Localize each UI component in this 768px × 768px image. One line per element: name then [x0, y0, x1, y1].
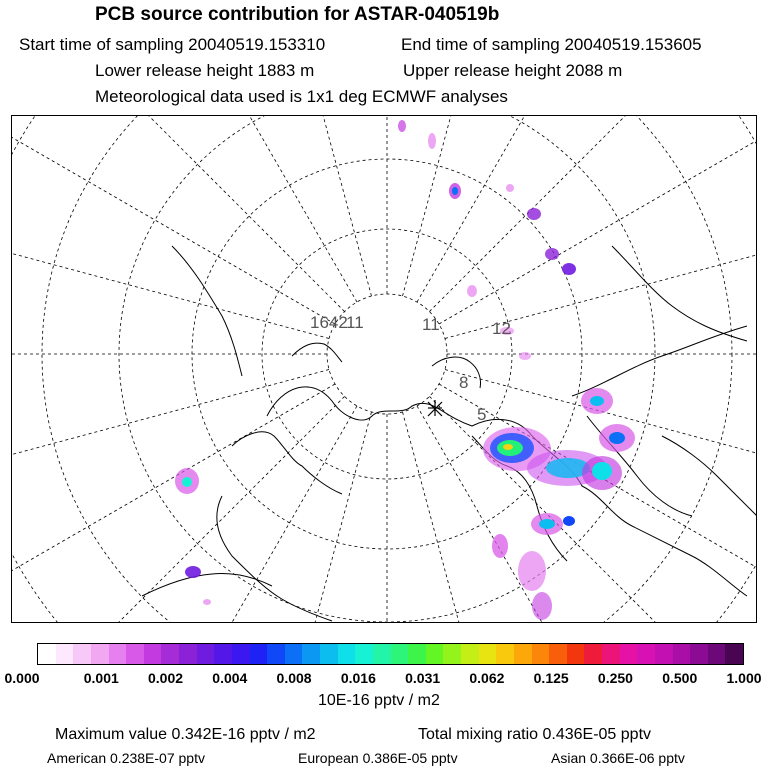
colorbar-segment — [584, 644, 602, 664]
plus-cross-icon — [428, 400, 442, 416]
colorbar-segment — [285, 644, 303, 664]
map-label: 12 — [492, 319, 511, 338]
colorbar-segment — [197, 644, 215, 664]
plume-concentration — [175, 120, 635, 620]
map-label: 11 — [346, 313, 364, 332]
page-title: PCB source contribution for ASTAR-040519b — [95, 4, 500, 25]
colorbar-tick-label: 0.000 — [4, 670, 40, 686]
colorbar-segment — [637, 644, 655, 664]
colorbar-tick-label: 0.250 — [597, 670, 633, 686]
meridian-line — [417, 116, 757, 302]
colorbar-segment — [461, 644, 479, 664]
colorbar-segment — [355, 644, 373, 664]
colorbar-segment — [549, 644, 567, 664]
colorbar-segment — [179, 644, 197, 664]
meridian-line — [417, 406, 757, 623]
map-label: 1642 — [310, 313, 348, 332]
meridian-line — [12, 116, 357, 302]
upper-release-height: Upper release height 2088 m — [403, 61, 623, 80]
met-data-note: Meteorological data used is 1x1 deg ECMWF analyses — [95, 87, 508, 106]
meridian-line — [12, 384, 335, 623]
polar-map — [11, 115, 757, 623]
colorbar-segment — [373, 644, 391, 664]
map-canvas — [12, 116, 757, 623]
colorbar-segment — [391, 644, 409, 664]
colorbar-segment — [602, 644, 620, 664]
colorbar-segment — [479, 644, 497, 664]
colorbar-segment — [496, 644, 514, 664]
colorbar-segment — [232, 644, 250, 664]
longitude-graticule — [12, 116, 757, 623]
meridian-line — [12, 116, 345, 312]
colorbar-segment — [250, 644, 268, 664]
colorbar-segment — [109, 644, 127, 664]
american-contribution: American 0.238E-07 pptv — [47, 750, 205, 766]
meridian-line — [154, 116, 371, 296]
colorbar-tick-label: 0.016 — [340, 670, 376, 686]
total-mixing-ratio: Total mixing ratio 0.436E-05 pptv — [418, 726, 652, 743]
meridian-line — [445, 121, 757, 338]
colorbar-segment — [655, 644, 673, 664]
colorbar-segment — [443, 644, 461, 664]
colorbar-tick-label: 0.062 — [469, 670, 505, 686]
colorbar-segment — [338, 644, 356, 664]
meridian-line — [439, 116, 757, 324]
colorbar-segment — [214, 644, 232, 664]
colorbar-segment — [144, 644, 162, 664]
meridian-line — [12, 370, 329, 587]
meridian-line — [12, 406, 357, 623]
latitude-graticule — [12, 116, 757, 623]
colorbar-segment — [725, 644, 743, 664]
meridian-line — [12, 116, 335, 324]
colorbar-segment — [91, 644, 109, 664]
colorbar-segment — [514, 644, 532, 664]
colorbar-segment — [532, 644, 550, 664]
colorbar-segment — [56, 644, 74, 664]
colorbar-segment — [161, 644, 179, 664]
meridian-line — [12, 121, 329, 338]
colorbar-segment — [73, 644, 91, 664]
end-time: End time of sampling 20040519.153605 — [401, 35, 702, 54]
colorbar-segment — [620, 644, 638, 664]
colorbar-tick-label: 0.125 — [533, 670, 569, 686]
coastlines — [142, 246, 757, 621]
colorbar-tick-label: 1.000 — [726, 670, 762, 686]
lower-release-height: Lower release height 1883 m — [95, 61, 315, 80]
colorbar-tick-label: 0.004 — [212, 670, 248, 686]
colorbar-segment — [708, 644, 726, 664]
meridian-line — [429, 396, 757, 623]
colorbar-tick-label: 0.001 — [83, 670, 119, 686]
map-label: 5 — [477, 405, 487, 424]
colorbar-segment — [673, 644, 691, 664]
colorbar-segment — [567, 644, 585, 664]
start-time: Start time of sampling 20040519.153310 — [19, 35, 326, 54]
colorbar — [37, 643, 744, 665]
map-label: 11 — [422, 315, 440, 334]
max-value: Maximum value 0.342E-16 pptv / m2 — [55, 726, 316, 743]
colorbar-segment — [426, 644, 444, 664]
european-contribution: European 0.386E-05 pptv — [298, 750, 458, 766]
meridian-line — [154, 412, 371, 623]
colorbar-segment — [408, 644, 426, 664]
colorbar-segment — [267, 644, 285, 664]
asian-contribution: Asian 0.366E-06 pptv — [551, 750, 685, 766]
colorbar-segment — [38, 644, 56, 664]
colorbar-tick-label: 0.002 — [148, 670, 184, 686]
colorbar-segment — [302, 644, 320, 664]
colorbar-tick-label: 0.500 — [662, 670, 698, 686]
colorbar-segment — [126, 644, 144, 664]
colorbar-segment — [320, 644, 338, 664]
colorbar-segment — [690, 644, 708, 664]
colorbar-tick-label: 0.031 — [405, 670, 441, 686]
colorbar-units: 10E-16 pptv / m2 — [318, 692, 440, 709]
meridian-line — [439, 384, 757, 623]
meridian-line — [429, 116, 757, 312]
meridian-line — [12, 396, 345, 623]
colorbar-tick-label: 0.008 — [276, 670, 312, 686]
map-label: 8 — [459, 373, 469, 392]
